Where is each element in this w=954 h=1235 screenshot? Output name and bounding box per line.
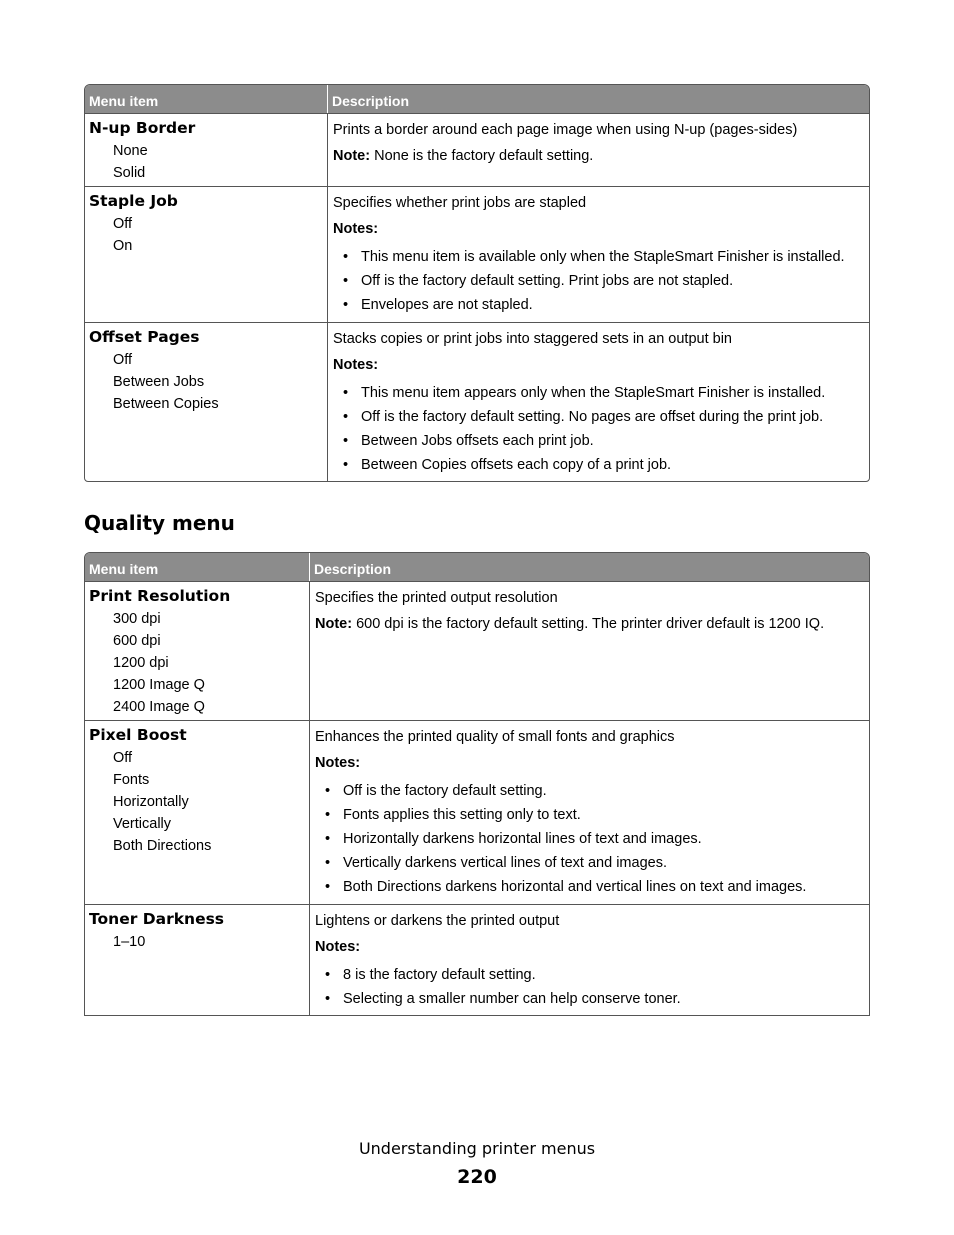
notes-label: Notes: <box>315 939 361 955</box>
menu-option: Off <box>113 750 133 766</box>
notes-list <box>333 247 864 315</box>
menu-option: Fonts <box>113 772 150 788</box>
menu-option: 300 dpi <box>113 611 161 627</box>
table-row <box>85 904 869 1015</box>
list-item: • Off is the factory default setting. No pages are offset during the print job. <box>361 407 864 427</box>
list-item: • Fonts applies this setting only to text. <box>343 805 864 825</box>
list-item: • Both Directions darkens horizontal and vertical lines on text and images. <box>343 877 864 897</box>
menu-option: 1200 dpi <box>113 655 169 671</box>
note-body: 600 dpi is the factory default setting. The printer driver default is 1200 IQ. <box>352 616 825 632</box>
notes-label: Notes: <box>333 357 379 373</box>
menu-option: Between Copies <box>113 396 219 412</box>
table-row <box>85 581 869 720</box>
menu-option: Between Jobs <box>113 374 205 390</box>
list-item: • 8 is the factory default setting. <box>343 965 864 985</box>
notes-label: Notes: <box>315 755 361 771</box>
menu-item-name: N-up Border <box>89 119 196 137</box>
list-item: • Between Copies offsets each copy of a print job. <box>361 455 864 475</box>
note-label: Note: <box>333 148 371 164</box>
list-item: • Vertically darkens vertical lines of text and images. <box>343 853 864 873</box>
menu-item-name: Offset Pages <box>89 328 200 346</box>
description-text: Specifies the printed output resolution <box>315 590 558 606</box>
notes-list <box>315 965 864 1009</box>
table-header <box>85 553 869 581</box>
list-item: • Selecting a smaller number can help conserve toner. <box>343 989 864 1009</box>
menu-option: Both Directions <box>113 838 212 854</box>
list-item: • Envelopes are not stapled. <box>361 295 864 315</box>
menu-option: 1–10 <box>113 934 146 950</box>
menu-table-2 <box>84 552 870 1016</box>
note-label: Note: <box>315 616 353 632</box>
menu-option: Horizontally <box>113 794 189 810</box>
menu-option: On <box>113 238 133 254</box>
footer-title: Understanding printer menus <box>358 1139 596 1158</box>
menu-option: 600 dpi <box>113 633 161 649</box>
menu-option: Off <box>113 216 133 232</box>
list-item: • Between Jobs offsets each print job. <box>361 431 864 451</box>
header-description: Description <box>332 93 410 109</box>
note-text <box>315 614 864 634</box>
description-text: Lightens or darkens the printed output <box>315 913 560 929</box>
table-row <box>85 186 869 322</box>
list-item: • Horizontally darkens horizontal lines of text and images. <box>343 829 864 849</box>
list-item: • Off is the factory default setting. Print jobs are not stapled. <box>361 271 864 291</box>
notes-list <box>333 383 864 475</box>
list-item: • This menu item is available only when the StapleSmart Finisher is installed. <box>361 247 864 267</box>
list-item: • This menu item appears only when the StapleSmart Finisher is installed. <box>361 383 864 403</box>
menu-item-name: Toner Darkness <box>89 910 225 928</box>
table-header <box>85 85 869 113</box>
description-text: Stacks copies or print jobs into staggered sets in an output bin <box>333 331 732 347</box>
note-body: None is the factory default setting. <box>370 148 594 164</box>
menu-option: Solid <box>113 165 146 181</box>
table-row <box>85 720 869 904</box>
menu-table-1 <box>84 84 870 482</box>
menu-option: Vertically <box>113 816 172 832</box>
header-menu-item: Menu item <box>85 85 328 113</box>
note-text <box>333 146 864 166</box>
description-text: Specifies whether print jobs are stapled <box>333 195 587 211</box>
menu-option: Off <box>113 352 133 368</box>
list-item: • Off is the factory default setting. <box>343 781 864 801</box>
description-text: Enhances the printed quality of small fonts and graphics <box>315 729 675 745</box>
menu-item-name: Print Resolution <box>89 587 231 605</box>
notes-label: Notes: <box>333 221 379 237</box>
section-title: Quality menu <box>84 511 235 535</box>
header-description: Description <box>314 561 392 577</box>
menu-option: None <box>113 143 148 159</box>
page-number: 220 <box>457 1166 497 1188</box>
table-row <box>85 113 869 186</box>
menu-option: 2400 Image Q <box>113 699 205 715</box>
description-text: Prints a border around each page image when using N-up (pages-sides) <box>333 122 798 138</box>
menu-item-name: Pixel Boost <box>89 726 187 744</box>
notes-list <box>315 781 864 897</box>
table-row <box>85 322 869 481</box>
menu-option: 1200 Image Q <box>113 677 205 693</box>
header-menu-item: Menu item <box>85 553 310 581</box>
menu-item-name: Staple Job <box>89 192 178 210</box>
